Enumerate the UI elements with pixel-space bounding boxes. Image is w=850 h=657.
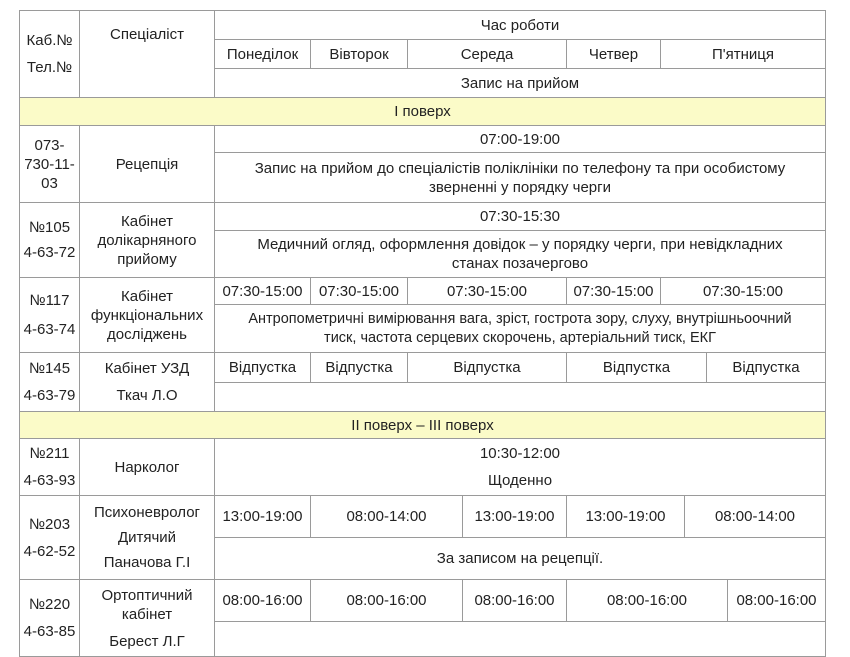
status-value: Відпустка (325, 359, 393, 376)
specialist-name: прийому (117, 250, 177, 268)
room-phone: 4-63-85 (23, 623, 76, 640)
r117-room-cell (19, 277, 80, 353)
hours-value: 08:00-14:00 (346, 508, 427, 525)
header-day-monday (214, 39, 311, 69)
floor-1-banner (19, 97, 826, 126)
r105-note-cell (214, 230, 826, 278)
room-number: 730-11- (24, 155, 75, 173)
specialist-name: Кабінет (120, 212, 173, 230)
r145-wednesday-cell (407, 352, 567, 383)
reception-room-cell (19, 125, 80, 203)
specialist-name: кабінет (121, 605, 173, 623)
floor-2-3-label: II поверх – III поверх (351, 416, 494, 434)
reception-specialist-cell (79, 125, 215, 203)
r117-thursday-cell (566, 277, 661, 305)
r220-empty-cell (214, 621, 826, 657)
r220-monday-cell (214, 579, 311, 622)
day-label: П'ятниця (711, 45, 774, 63)
room-number: №203 (28, 515, 71, 533)
status-value: Відпустка (602, 359, 671, 376)
hours-value: 07:30-15:00 (702, 282, 784, 300)
note-line: зверненні у порядку черги (429, 178, 611, 196)
note-line: За записом на рецепції. (436, 550, 604, 567)
floor-2-3-banner (19, 411, 826, 439)
r145-friday-cell (706, 352, 826, 383)
r105-room-cell (19, 202, 80, 278)
r203-specialist-cell (79, 495, 215, 580)
r220-friday-cell (727, 579, 826, 622)
r211-specialist-cell (79, 438, 215, 496)
header-phone-label: Тел.№ (26, 59, 73, 76)
room-number: №145 (28, 360, 71, 377)
hours-value: 07:30-15:00 (222, 282, 303, 300)
hours-value: 08:00-14:00 (714, 508, 796, 525)
r203-friday-cell (684, 495, 826, 538)
r220-thursday-cell (566, 579, 728, 622)
header-day-friday (660, 39, 826, 69)
r145-tuesday-cell (310, 352, 408, 383)
r220-wednesday-cell (462, 579, 567, 622)
specialist-name: Дитячий (117, 529, 177, 546)
day-label: Вівторок (329, 45, 389, 63)
r203-monday-cell (214, 495, 311, 538)
hours-value: 10:30-12:00 (479, 445, 561, 462)
r145-monday-cell (214, 352, 311, 383)
r220-tuesday-cell (310, 579, 463, 622)
note-line: Щоденно (487, 472, 553, 489)
reception-note-cell (214, 152, 826, 203)
r145-specialist-cell (79, 352, 215, 412)
status-value: Відпустка (228, 359, 297, 376)
r117-tuesday-cell (310, 277, 408, 305)
specialist-name: Берест Л.Г (109, 632, 185, 650)
room-phone: 4-63-93 (23, 472, 76, 489)
r203-thursday-cell (566, 495, 685, 538)
r117-friday-cell (660, 277, 826, 305)
hours-value: 07:30-15:00 (573, 282, 654, 300)
r117-note-cell (214, 304, 826, 353)
specialist-name: долікарняного (97, 231, 197, 249)
room-number: 03 (41, 174, 58, 192)
room-number: №117 (29, 292, 70, 309)
r220-specialist-cell (79, 579, 215, 657)
room-phone: 4-62-52 (23, 542, 76, 560)
header-day-wednesday (407, 39, 567, 69)
header-room-phone-cell (19, 10, 80, 98)
r117-wednesday-cell (407, 277, 567, 305)
room-phone: 4-63-74 (23, 321, 76, 338)
hours-value: 07:00-19:00 (479, 130, 561, 148)
r105-specialist-cell (79, 202, 215, 278)
r105-hours-cell (214, 202, 826, 231)
specialist-name: Ортоптичний (101, 586, 193, 604)
specialist-name: Кабінет (120, 287, 173, 305)
header-room-label: Каб.№ (26, 32, 73, 49)
note-line: Медичний огляд, оформлення довідок – у порядку черги, при невідкладних (257, 236, 783, 253)
day-label: Четвер (588, 45, 639, 63)
note-line: станах позачергово (451, 255, 589, 272)
hours-value: 13:00-19:00 (222, 508, 303, 525)
hours-value: 08:00-16:00 (606, 592, 688, 609)
day-label: Середа (460, 45, 514, 63)
specialist-name: Нарколог (114, 458, 180, 476)
header-day-thursday (566, 39, 661, 69)
r211-hours-cell (214, 438, 826, 496)
header-appointment-label: Запис на прийом (460, 74, 580, 92)
r117-monday-cell (214, 277, 311, 305)
specialist-name: Психоневролог (93, 504, 201, 521)
r211-room-cell (19, 438, 80, 496)
day-label: Понеділок (226, 45, 299, 63)
r203-tuesday-cell (310, 495, 463, 538)
floor-1-label: I поверх (394, 103, 451, 120)
note-line: Запис на прийом до спеціалістів поліклініки по телефону та при особистому (254, 159, 786, 177)
header-work-hours-cell (214, 10, 826, 40)
reception-hours-cell (214, 125, 826, 153)
hours-value: 07:30-15:00 (318, 282, 400, 300)
specialist-name: досліджень (107, 325, 187, 343)
hours-value: 08:00-16:00 (346, 592, 427, 609)
hours-value: 13:00-19:00 (585, 508, 666, 525)
specialist-name: Паначова Г.І (103, 554, 191, 571)
note-line: Антропометричні вимірювання вага, зріст, гострота зору, слуху, внутрішньоочний (248, 310, 792, 327)
r220-room-cell (19, 579, 80, 657)
room-phone: 4-63-79 (23, 387, 76, 404)
note-line: тиск, частота серцевих скорочень, артеріальний тиск, ЕКГ (324, 329, 716, 346)
r145-room-cell (19, 352, 80, 412)
hours-value: 07:30-15:30 (479, 208, 561, 225)
r117-specialist-cell (79, 277, 215, 353)
hours-value: 08:00-16:00 (474, 592, 555, 609)
hours-value: 07:30-15:00 (446, 282, 528, 300)
specialist-name: функціональних (90, 306, 204, 324)
r145-empty-cell (214, 382, 826, 412)
specialist-name: Кабінет УЗД (104, 360, 190, 377)
hours-value: 08:00-16:00 (222, 592, 303, 609)
specialist-name: Рецепція (115, 155, 179, 173)
header-specialist-label: Спеціаліст (109, 26, 185, 43)
status-value: Відпустка (453, 359, 521, 376)
hours-value: 13:00-19:00 (474, 508, 555, 525)
r145-thursday-cell (566, 352, 707, 383)
specialist-name: Ткач Л.О (116, 387, 178, 404)
header-work-hours-label: Час роботи (480, 16, 560, 34)
header-day-tuesday (310, 39, 408, 69)
header-specialist-cell (79, 10, 215, 98)
room-number: №105 (28, 219, 71, 236)
room-number: №211 (29, 445, 70, 462)
header-appointment-cell (214, 68, 826, 98)
room-phone: 4-63-72 (23, 244, 76, 261)
status-value: Відпустка (732, 359, 800, 376)
r203-room-cell (19, 495, 80, 580)
hours-value: 08:00-16:00 (736, 592, 817, 609)
room-number: №220 (28, 596, 71, 613)
r203-note-cell (214, 537, 826, 580)
room-number: 073- (34, 136, 65, 154)
r203-wednesday-cell (462, 495, 567, 538)
